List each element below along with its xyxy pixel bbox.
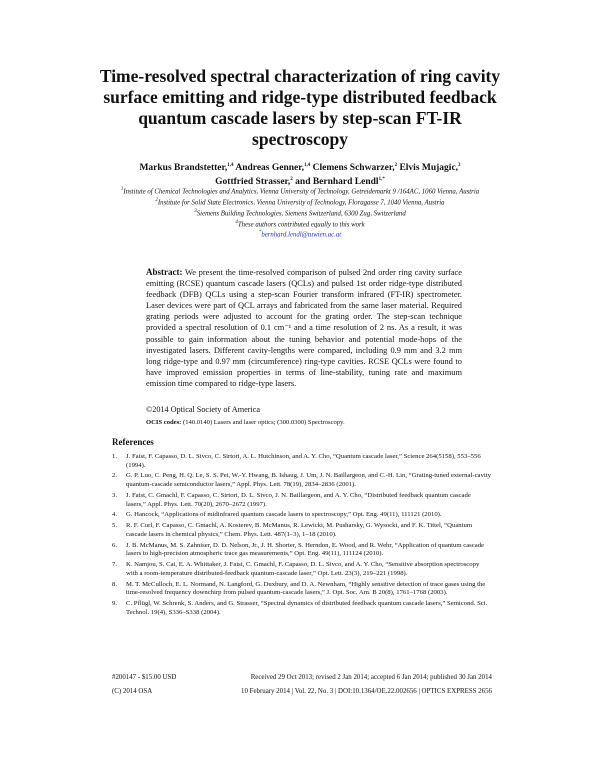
reference-item: 8. M. T. McCulloch, E. L. Normand, N. Langford, G. Duxbury, and D. A. Newnham, “Highly sensitive detection of trace gases using the time-resolved frequency downchirp from pulsed quantum-cascade lasers,” J. Opt. Soc. Am. B 20(8), 1761–1768 (2003). — [112, 580, 486, 597]
paper-title: Time-resolved spectral characterization of ring cavity surface emitting and ridge-type distributed feedback quantum cascade lasers by step-scan FT-IR spectroscopy — [99, 66, 501, 149]
references-heading: References — [112, 437, 154, 447]
reference-item: 9. C. Pflügl, W. Schrenk, S. Anders, and G. Strasser, “Spectral dynamics of distributed feedback quantum cascade lasers,” Semicond. Sci. Technol. 19(4), S336–S338 (2004). — [112, 600, 488, 616]
reference-item: 7. K. Namjou, S. Cai, E. A. Whittaker, J. Faist, C. Gmachl, F. Capasso, D. L. Sivco, and A. Y. Cho, “Sensitive absorption spectroscopy with a room-temperature distributed-feedback quantum-cascade laser,” Opt. Lett. 23(3), 219–221 (1998). — [112, 561, 480, 577]
author: and Bernhard Lendl$^{1,*}$ — [295, 177, 385, 188]
affiliations — [100, 186, 500, 240]
price-id: #200147 - $15.00 USD — [112, 674, 177, 681]
footer-line-2 — [112, 688, 492, 695]
reference-item: 4. G. Hancock, “Applications of midinfrared quantum cascade lasers to spectroscopy,” Opt. Eng. 49(11), 111121 (2010). — [112, 511, 442, 519]
abstract-text: We present the time-resolved comparison of pulsed 2nd order ring cavity surface emitting (RCSE) quantum cascade lasers (QCLs) and pulsed 1st order ridge-type distributed feedback (DFB) QCLs using a step-scan Fourier transform infrared (FT-IR) spectrometer. Laser devices were part of QCL arrays and fabricated from the same laser material. Required grating periods were adjusted to account for the grating order. The step-scan technique provided a spectral resolution of 0.1 cm⁻¹ and a time resolution of 2 ns. As a result, it was possible to gain information about the tuning behavior and potential mode-hops of the investigated lasers. Different cavity-lengths were compared, including 0.9 mm and 3.2 mm long ridge-type and 0.97 mm (circumference) ring-type cavities. RCSE QCLs were found to have improved emission properties in terms of line-stability, tuning rate and maximum emission time compared to ridge-type lasers. — [146, 268, 462, 388]
reference-list — [112, 453, 492, 620]
copyright: ©2014 Optical Society of America — [146, 405, 260, 414]
corresponding-email[interactable]: *bernhard.lendl@tuwien.ac.at — [258, 230, 342, 239]
reference-item: 5. R. F. Curl, F. Capasso, C. Gmachl, A. Kosterev, B. McManus, R. Lewicki, M. Pusharsky, G. Wysocki, and F. K. Tittel, “Quantum cascade lasers in chemical physics,” Chem. Phys. Lett. 487(1–3), 1–18 (2010). — [112, 522, 473, 538]
affiliation: $^1$Institute of Chemical Technologies and Analytics, Vienna University of Technology, Getreidemarkt 9 /164AC, 1060 Vienna, Austria — [120, 187, 480, 196]
reference-item: 6. J. B. McManus, M. S. Zahniser, D. D. Nelson, Jr., J. H. Shorter, S. Herndon, E. Wood, and R. Wehr, “Application of quantum cascade lasers to high-precision atmospheric trace gas measurements,” Opt. Eng. 49(11), 111124 (2010). — [112, 541, 485, 558]
osa-copyright: (C) 2014 OSA — [112, 688, 153, 695]
author: Andreas Genner,$^{1,4}$ — [235, 163, 311, 174]
abstract-label: Abstract: — [146, 267, 183, 277]
author-list — [100, 160, 500, 188]
author: Elvis Mujagic,$^3$ — [399, 163, 461, 174]
journal-citation: 10 February 2014 | Vol. 22, No. 3 | DOI:10.1364/OE.22.002656 | OPTICS EXPRESS 2656 — [241, 688, 492, 695]
affiliation: $^4$These authors contributed equally to this work — [235, 219, 365, 228]
reference-item: 1. J. Faist, F. Capasso, D. L. Sivco, C. Sirtori, A. L. Hutchinson, and A. Y. Cho, “Quantum cascade laser,” Science 264(5158), 553–556 (1994). — [112, 453, 481, 469]
ocis-codes: OCIS codes: (140.0140) Lasers and laser optics; (300.0300) Spectroscopy. — [146, 419, 345, 426]
reference-item: 2. G. P. Luo, C. Peng, H. Q. Le, S. S. Pei, W.-Y. Hwang, B. Ishaug, J. Um, J. N. Baillargeon, and C.-H. Lin, “Grating-tuned external-cavity quantum-cascade semiconductor lasers,” Appl. Phys. Lett. 78(19), 2834–2836 (2001). — [112, 472, 491, 489]
affiliation: $^3$Siemens Building Technologies, Siemens Switzerland, 6300 Zug, Switzerland — [194, 208, 406, 217]
author: Markus Brandstetter,$^{1,4}$ — [139, 163, 234, 174]
publication-dates: Received 29 Oct 2013; revised 2 Jan 2014; accepted 6 Jan 2014; published 30 Jan 2014 — [250, 674, 492, 681]
abstract — [146, 267, 462, 389]
author: Clemens Schwarzer,$^2$ — [312, 163, 398, 174]
affiliation: $^2$Institute for Solid State Electronics, Vienna University of Technology, Floragasse 7, 1040 Vienna, Austria — [155, 197, 445, 207]
author: Gottfried Strasser,$^2$ — [215, 177, 293, 188]
reference-item: 3. J. Faist, C. Gmachl, F. Capasso, C. Sirtori, D. L. Sivco, J. N. Baillargeon, and A. Y. Cho, “Distributed feedback quantum cascade lasers,” Appl. Phys. Lett. 70(20), 2670–2672 (1997). — [112, 491, 471, 508]
footer-line-1 — [112, 674, 492, 681]
